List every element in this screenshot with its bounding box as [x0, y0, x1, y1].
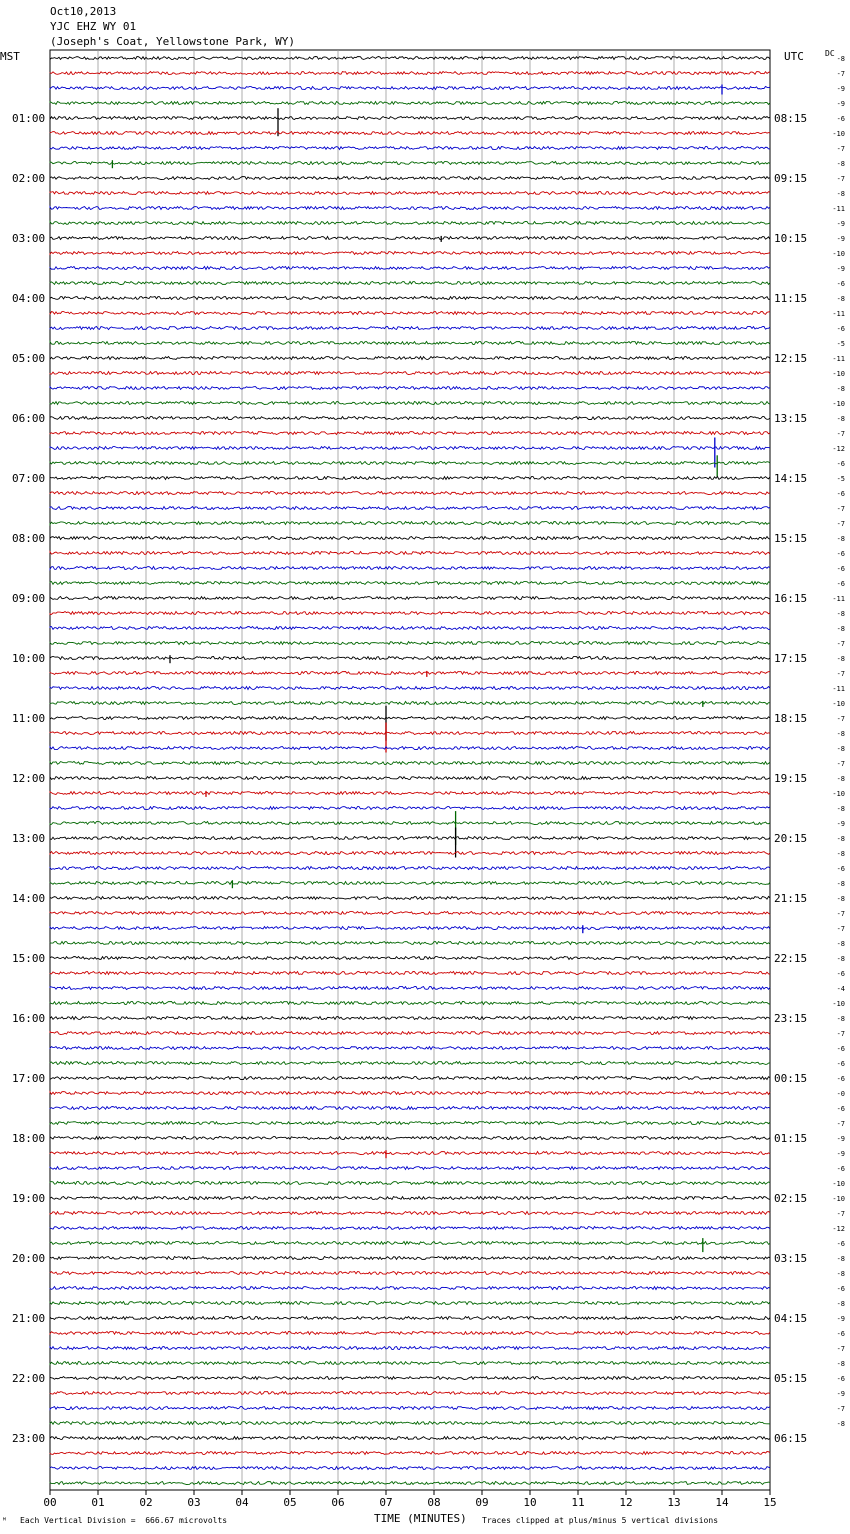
trace-row: [50, 252, 770, 255]
left-hour-label: 19:00: [12, 1192, 46, 1205]
dc-offset-label: -8: [836, 835, 845, 843]
trace-row: [50, 1107, 770, 1110]
trace-row: [50, 1152, 770, 1155]
dc-offset-label: -6: [836, 1105, 845, 1113]
right-hour-label: 02:15: [774, 1192, 808, 1205]
dc-offset-label: -7: [836, 430, 845, 438]
dc-offset-label: -7: [836, 670, 845, 678]
right-hour-label: 06:15: [774, 1432, 808, 1445]
dc-offset-label: -5: [836, 475, 845, 483]
dc-offset-label: -6: [836, 460, 845, 468]
trace-row: [50, 1347, 770, 1350]
dc-offset-label: -4: [836, 985, 845, 993]
trace-row: [50, 177, 770, 180]
trace-row: [50, 1182, 770, 1185]
trace-row: [50, 312, 770, 315]
dc-offset-label: -6: [836, 1060, 845, 1068]
trace-row: [50, 972, 770, 975]
x-tick-label: 07: [379, 1496, 393, 1509]
right-hour-label: 13:15: [774, 412, 808, 425]
trace-row: [50, 1302, 770, 1305]
right-hour-label: 15:15: [774, 532, 808, 545]
trace-row: [50, 687, 770, 690]
right-hour-label: 17:15: [774, 652, 808, 665]
left-hour-label: 14:00: [12, 892, 46, 905]
dc-offset-label: -11: [832, 310, 845, 318]
trace-row: [50, 72, 770, 75]
dc-offset-label: -6: [836, 325, 845, 333]
trace-row: [50, 702, 770, 705]
trace-row: [50, 1137, 770, 1140]
dc-offset-label: -10: [832, 790, 845, 798]
left-hour-label: 21:00: [12, 1312, 46, 1325]
left-hour-label: 23:00: [12, 1432, 46, 1445]
trace-row: [50, 1227, 770, 1230]
dc-offset-label: -9: [836, 85, 845, 93]
trace-row: [50, 1392, 770, 1395]
trace-row: [50, 87, 770, 90]
trace-row: [50, 1002, 770, 1005]
right-hour-label: 18:15: [774, 712, 808, 725]
trace-row: [50, 237, 770, 240]
right-hour-label: 22:15: [774, 952, 808, 965]
trace-row: [50, 447, 770, 450]
trace-row: [50, 57, 770, 60]
dc-offset-label: -10: [832, 250, 845, 258]
trace-row: [50, 897, 770, 900]
dc-offset-label: -10: [832, 400, 845, 408]
right-hour-label: 00:15: [774, 1072, 808, 1085]
left-hour-label: 06:00: [12, 412, 46, 425]
vertical-scale-note: Each Vertical Division = 666.67 microvolts: [20, 1516, 228, 1525]
trace-row: [50, 102, 770, 105]
trace-row: [50, 1017, 770, 1020]
left-timezone-label: MST: [0, 50, 20, 63]
dc-offset-label: -11: [832, 595, 845, 603]
dc-offset-label: -7: [836, 910, 845, 918]
x-tick-label: 11: [571, 1496, 585, 1509]
dc-offset-label: -10: [832, 1000, 845, 1008]
trace-row: [50, 1437, 770, 1440]
trace-row: [50, 162, 770, 165]
trace-row: [50, 1482, 770, 1485]
left-hour-label: 11:00: [12, 712, 46, 725]
trace-row: [50, 1242, 770, 1245]
left-hour-label: 09:00: [12, 592, 46, 605]
dc-header-label: DC: [825, 49, 835, 58]
dc-offset-label: -5: [836, 340, 845, 348]
trace-row: [50, 987, 770, 990]
dc-offset-label: -7: [836, 760, 845, 768]
dc-offset-label: -11: [832, 205, 845, 213]
trace-row: [50, 1077, 770, 1080]
left-hour-label: 10:00: [12, 652, 46, 665]
trace-row: [50, 807, 770, 810]
dc-offset-label: -12: [832, 445, 845, 453]
trace-row: [50, 612, 770, 615]
dc-offset-label: -8: [836, 610, 845, 618]
left-hour-label: 17:00: [12, 1072, 46, 1085]
trace-row: [50, 207, 770, 210]
left-hour-label: 02:00: [12, 172, 46, 185]
trace-row: [50, 762, 770, 765]
left-hour-label: 13:00: [12, 832, 46, 845]
trace-row: [50, 492, 770, 495]
dc-offset-label: -8: [836, 55, 845, 63]
right-hour-label: 12:15: [774, 352, 808, 365]
right-hour-label: 09:15: [774, 172, 808, 185]
right-hour-label: 01:15: [774, 1132, 808, 1145]
dc-offset-label: -7: [836, 175, 845, 183]
left-hour-label: 04:00: [12, 292, 46, 305]
trace-row: [50, 192, 770, 195]
x-tick-label: 08: [427, 1496, 441, 1509]
trace-row: [50, 927, 770, 930]
dc-offset-label: -6: [836, 1240, 845, 1248]
dc-offset-label: -6: [836, 1165, 845, 1173]
trace-row: [50, 957, 770, 960]
station-code: YJC EHZ WY 01: [50, 20, 137, 33]
left-hour-label: 18:00: [12, 1132, 46, 1145]
dc-offset-label: -8: [836, 415, 845, 423]
trace-row: [50, 477, 770, 480]
trace-row: [50, 357, 770, 360]
trace-row: [50, 1422, 770, 1425]
x-tick-label: 13: [667, 1496, 681, 1509]
dc-offset-label: -8: [836, 940, 845, 948]
x-tick-label: 14: [715, 1496, 729, 1509]
trace-row: [50, 1257, 770, 1260]
dc-offset-label: -7: [836, 640, 845, 648]
trace-row: [50, 1362, 770, 1365]
right-hour-label: 03:15: [774, 1252, 808, 1265]
dc-offset-label: -10: [832, 700, 845, 708]
trace-row: [50, 507, 770, 510]
dc-offset-label: -6: [836, 550, 845, 558]
trace-row: [50, 522, 770, 525]
right-timezone-label: UTC: [784, 50, 804, 63]
dc-offset-label: -7: [836, 715, 845, 723]
left-hour-label: 12:00: [12, 772, 46, 785]
x-tick-label: 02: [139, 1496, 153, 1509]
trace-row: [50, 1092, 770, 1095]
trace-row: [50, 1407, 770, 1410]
dc-offset-label: -7: [836, 505, 845, 513]
trace-row: [50, 942, 770, 945]
trace-row: [50, 1122, 770, 1125]
dc-offset-label: -9: [836, 1135, 845, 1143]
trace-row: [50, 372, 770, 375]
dc-offset-label: -11: [832, 355, 845, 363]
right-hour-label: 20:15: [774, 832, 808, 845]
left-hour-label: 05:00: [12, 352, 46, 365]
dc-offset-label: -9: [836, 100, 845, 108]
dc-offset-label: -6: [836, 1075, 845, 1083]
trace-row: [50, 777, 770, 780]
dc-offset-label: -6: [836, 1330, 845, 1338]
dc-offset-label: -8: [836, 1015, 845, 1023]
trace-row: [50, 852, 770, 855]
trace-row: [50, 642, 770, 645]
trace-row: [50, 1062, 770, 1065]
dc-offset-label: -6: [836, 565, 845, 573]
x-tick-label: 01: [91, 1496, 105, 1509]
dc-offset-label: -8: [836, 880, 845, 888]
trace-row: [50, 282, 770, 285]
right-hour-label: 14:15: [774, 472, 808, 485]
dc-offset-label: -8: [836, 160, 845, 168]
x-tick-label: 15: [763, 1496, 777, 1509]
dc-offset-label: -8: [836, 1270, 845, 1278]
right-hour-label: 19:15: [774, 772, 808, 785]
dc-offset-label: -7: [836, 1030, 845, 1038]
dc-offset-label: -8: [836, 655, 845, 663]
left-hour-label: 20:00: [12, 1252, 46, 1265]
dc-offset-label: -9: [836, 1150, 845, 1158]
dc-offset-label: -8: [836, 1420, 845, 1428]
dc-offset-label: -8: [836, 895, 845, 903]
trace-row: [50, 912, 770, 915]
right-hour-label: 08:15: [774, 112, 808, 125]
dc-offset-label: -9: [836, 1390, 845, 1398]
x-tick-label: 09: [475, 1496, 489, 1509]
dc-offset-label: -9: [836, 235, 845, 243]
dc-offset-label: -8: [836, 730, 845, 738]
left-hour-label: 07:00: [12, 472, 46, 485]
trace-row: [50, 792, 770, 795]
dc-offset-label: -9: [836, 1315, 845, 1323]
trace-row: [50, 267, 770, 270]
dc-offset-label: -7: [836, 70, 845, 78]
trace-row: [50, 717, 770, 720]
left-hour-label: 03:00: [12, 232, 46, 245]
dc-offset-label: -7: [836, 520, 845, 528]
trace-row: [50, 597, 770, 600]
right-hour-label: 05:15: [774, 1372, 808, 1385]
trace-row: [50, 1212, 770, 1215]
footer-corner-mark: ᴹ: [2, 1516, 7, 1525]
plot-date: Oct10,2013: [50, 5, 117, 18]
trace-row: [50, 1032, 770, 1035]
trace-row: [50, 1332, 770, 1335]
dc-offset-label: -8: [836, 850, 845, 858]
dc-offset-label: -9: [836, 820, 845, 828]
dc-offset-label: -7: [836, 925, 845, 933]
dc-offset-label: -8: [836, 1300, 845, 1308]
dc-offset-label: -6: [836, 865, 845, 873]
trace-row: [50, 1377, 770, 1380]
dc-offset-label: -9: [836, 265, 845, 273]
trace-row: [50, 822, 770, 825]
trace-row: [50, 747, 770, 750]
trace-row: [50, 342, 770, 345]
right-hour-label: 21:15: [774, 892, 808, 905]
dc-offset-label: -7: [836, 1120, 845, 1128]
trace-row: [50, 837, 770, 840]
dc-offset-label: -10: [832, 1195, 845, 1203]
dc-offset-label: -7: [836, 145, 845, 153]
dc-offset-label: -8: [836, 535, 845, 543]
dc-offset-label: -6: [836, 280, 845, 288]
trace-row: [50, 627, 770, 630]
dc-offset-label: -8: [836, 745, 845, 753]
trace-row: [50, 1287, 770, 1290]
trace-row: [50, 222, 770, 225]
right-hour-label: 10:15: [774, 232, 808, 245]
x-tick-label: 05: [283, 1496, 297, 1509]
trace-row: [50, 387, 770, 390]
dc-offset-label: -8: [836, 1360, 845, 1368]
dc-offset-label: -6: [836, 1045, 845, 1053]
trace-row: [50, 732, 770, 735]
dc-offset-label: -8: [836, 805, 845, 813]
dc-offset-label: -6: [836, 1285, 845, 1293]
trace-row: [50, 657, 770, 660]
right-hour-label: 04:15: [774, 1312, 808, 1325]
trace-row: [50, 1272, 770, 1275]
dc-offset-label: -6: [836, 490, 845, 498]
trace-row: [50, 117, 770, 120]
trace-row: [50, 552, 770, 555]
dc-offset-label: -7: [836, 1345, 845, 1353]
dc-offset-label: -9: [836, 220, 845, 228]
trace-row: [50, 462, 770, 465]
left-hour-label: 01:00: [12, 112, 46, 125]
trace-row: [50, 1452, 770, 1455]
trace-row: [50, 1197, 770, 1200]
dc-offset-label: -8: [836, 775, 845, 783]
trace-row: [50, 297, 770, 300]
dc-offset-label: -8: [836, 190, 845, 198]
trace-row: [50, 417, 770, 420]
left-hour-label: 08:00: [12, 532, 46, 545]
left-hour-label: 16:00: [12, 1012, 46, 1025]
dc-offset-label: -6: [836, 115, 845, 123]
dc-offset-label: -8: [836, 295, 845, 303]
dc-offset-label: -11: [832, 685, 845, 693]
x-tick-label: 12: [619, 1496, 633, 1509]
x-tick-label: 03: [187, 1496, 201, 1509]
trace-row: [50, 1317, 770, 1320]
right-hour-label: 16:15: [774, 592, 808, 605]
dc-offset-label: -10: [832, 1180, 845, 1188]
dc-offset-label: -6: [836, 580, 845, 588]
station-location: (Joseph's Coat, Yellowstone Park, WY): [50, 35, 296, 48]
dc-offset-label: -8: [836, 955, 845, 963]
trace-row: [50, 1047, 770, 1050]
x-tick-label: 10: [523, 1496, 537, 1509]
trace-row: [50, 537, 770, 540]
trace-row: [50, 567, 770, 570]
dc-offset-label: -10: [832, 370, 845, 378]
trace-row: [50, 867, 770, 870]
trace-row: [50, 672, 770, 675]
dc-offset-label: -10: [832, 130, 845, 138]
dc-offset-label: -8: [836, 625, 845, 633]
trace-row: [50, 1467, 770, 1470]
left-hour-label: 15:00: [12, 952, 46, 965]
trace-row: [50, 582, 770, 585]
x-tick-label: 04: [235, 1496, 249, 1509]
dc-offset-label: -6: [836, 970, 845, 978]
dc-offset-label: -0: [836, 1090, 845, 1098]
trace-row: [50, 402, 770, 405]
dc-offset-label: -12: [832, 1225, 845, 1233]
trace-row: [50, 132, 770, 135]
trace-row: [50, 147, 770, 150]
dc-offset-label: -8: [836, 385, 845, 393]
dc-offset-label: -7: [836, 1210, 845, 1218]
trace-row: [50, 327, 770, 330]
dc-offset-label: -8: [836, 1255, 845, 1263]
right-hour-label: 23:15: [774, 1012, 808, 1025]
dc-offset-label: -6: [836, 1375, 845, 1383]
trace-row: [50, 882, 770, 885]
x-tick-label: 00: [43, 1496, 57, 1509]
left-hour-label: 22:00: [12, 1372, 46, 1385]
clip-note: Traces clipped at plus/minus 5 vertical divisions: [482, 1516, 719, 1525]
x-tick-label: 06: [331, 1496, 345, 1509]
trace-row: [50, 432, 770, 435]
right-hour-label: 11:15: [774, 292, 808, 305]
dc-offset-label: -7: [836, 1405, 845, 1413]
x-axis-title: TIME (MINUTES): [374, 1512, 467, 1525]
trace-row: [50, 1167, 770, 1170]
